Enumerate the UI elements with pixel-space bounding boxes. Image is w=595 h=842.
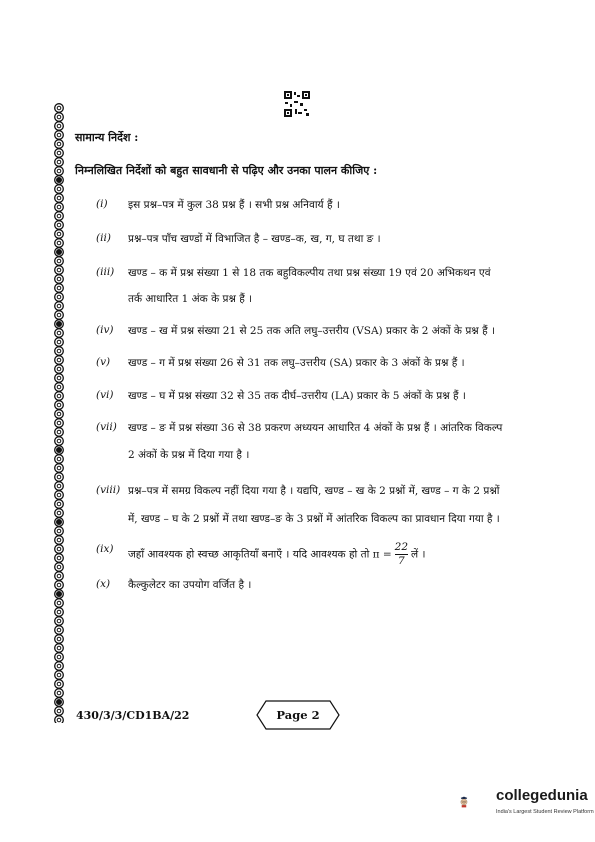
item-text: में, खण्ड – घ के 2 प्रश्नों में तथा खण्ड–ङ के 3 प्रश्नों में आंतरिक विकल्प का प्रावधान दिया गया है ।: [128, 513, 500, 525]
binding-ring: [55, 626, 64, 635]
binding-ring: [55, 518, 64, 527]
item-number: (v): [96, 356, 111, 368]
item-text-main: जहाँ आवश्यक हो स्वच्छ आकृतियाँ बनाएँ । यदि आवश्यक हो तो π =: [128, 548, 392, 561]
item-text: खण्ड – घ में प्रश्न संख्या 32 से 35 तक दीर्घ–उत्तरीय (LA) प्रकार के 5 अंकों के प्रश्न हैं ।: [128, 390, 466, 402]
item-number: (iv): [96, 324, 114, 336]
page-number: Page 2: [276, 708, 320, 722]
item-number: (ii): [96, 232, 111, 244]
binding-ring: [55, 194, 64, 203]
item-text: खण्ड – क में प्रश्न संख्या 1 से 18 तक बहुविकल्पीय तथा प्रश्न संख्या 19 एवं 20 अभिकथन एवं: [128, 267, 491, 279]
binding-ring: [55, 716, 64, 723]
binding-ring: [55, 689, 64, 698]
binding-ring: [55, 599, 64, 608]
item-number: (x): [96, 578, 111, 590]
section-heading: सामान्य निर्देश :: [75, 131, 139, 144]
item-text: तर्क आधारित 1 अंक के प्रश्न हैं ।: [128, 293, 253, 305]
item-number: (vi): [96, 389, 114, 401]
binding-ring: [55, 239, 64, 248]
item-text: कैल्कुलेटर का उपयोग वर्जित है ।: [128, 579, 252, 591]
binding-ring: [55, 653, 64, 662]
binding-ring: [55, 338, 64, 347]
binding-ring: [55, 347, 64, 356]
item-text: इस प्रश्न–पत्र में कुल 38 प्रश्न हैं । सभी प्रश्न अनिवार्य हैं ।: [128, 199, 340, 211]
binding-ring: [55, 122, 64, 131]
binding-ring: [55, 320, 64, 329]
binding-ring: [55, 554, 64, 563]
binding-ring: [55, 401, 64, 410]
binding-ring: [55, 563, 64, 572]
binding-ring: [55, 293, 64, 302]
binding-ring: [55, 509, 64, 518]
collegedunia-logo: [460, 782, 494, 822]
binding-ring: [55, 329, 64, 338]
instructions-intro: निम्नलिखित निर्देशों को बहुत सावधानी से पढ़िए और उनका पालन कीजिए :: [75, 164, 378, 177]
qr-code: [284, 91, 310, 117]
binding-ring: [55, 572, 64, 581]
item-text: खण्ड – ङ में प्रश्न संख्या 36 से 38 प्रकरण अध्ययन आधारित 4 अंकों के प्रश्न हैं । आंतरिक विकल्प: [128, 422, 503, 434]
binding-ring: [55, 104, 64, 113]
fraction-22-7: [395, 541, 408, 568]
binding-ring: [55, 176, 64, 185]
item-text: प्रश्न–पत्र में समग्र विकल्प नहीं दिया गया है । यद्यपि, खण्ड – ख के 2 प्रश्नों में, खण्ड – ग के 2 प्रश्नों: [128, 485, 500, 497]
fraction-numerator: 22: [394, 541, 409, 553]
binding-ring: [55, 419, 64, 428]
binding-ring: [55, 140, 64, 149]
item-text: खण्ड – ख में प्रश्न संख्या 21 से 25 तक अति लघु–उत्तरीय (VSA) प्रकार के 2 अंकों के प्रश्न हैं ।: [128, 325, 495, 337]
binding-ring: [55, 410, 64, 419]
binding-ring: [55, 131, 64, 140]
binding-ring: [55, 698, 64, 707]
binding-ring: [55, 635, 64, 644]
binding-ring: [55, 500, 64, 509]
binding-ring: [55, 266, 64, 275]
binding-ring: [55, 365, 64, 374]
binding-ring: [55, 455, 64, 464]
item-number: (vii): [96, 421, 117, 433]
binding-ring: [55, 662, 64, 671]
binding-ring: [55, 284, 64, 293]
binding-ring: [55, 185, 64, 194]
binding-ring: [55, 545, 64, 554]
binding-ring: [55, 671, 64, 680]
item-text: खण्ड – ग में प्रश्न संख्या 26 से 31 तक लघु–उत्तरीय (SA) प्रकार के 3 अंकों के प्रश्न हैं ।: [128, 357, 465, 369]
binding-ring: [55, 464, 64, 473]
binding-ring: [55, 491, 64, 500]
paper-code: 430/3/3/CD1BA/22: [76, 709, 190, 722]
binding-ring: [55, 680, 64, 689]
binding-ring: [55, 167, 64, 176]
item-text-tail: लें ।: [411, 548, 426, 561]
binding-ring: [55, 581, 64, 590]
item-number: (i): [96, 198, 108, 210]
binding-ring: [55, 446, 64, 455]
binding-ring: [55, 149, 64, 158]
binding-ring: [55, 257, 64, 266]
binding-ring: [55, 248, 64, 257]
binding-ring: [55, 644, 64, 653]
item-text: प्रश्न–पत्र पाँच खण्डों में विभाजित है – खण्ड–क, ख, ग, घ तथा ङ ।: [128, 233, 381, 245]
brand-tagline: India's Largest Student Review Platform: [496, 809, 594, 815]
binding-ring: [55, 113, 64, 122]
item-number: (ix): [96, 543, 114, 555]
binding-ring: [55, 356, 64, 365]
binding-ring: [55, 437, 64, 446]
binding-ring: [55, 212, 64, 221]
binding-ring: [55, 482, 64, 491]
brand-name: collegedunia: [496, 787, 588, 804]
binding-ring: [55, 617, 64, 626]
binding-ring: [55, 302, 64, 311]
binding-ring: [55, 392, 64, 401]
item-text: [128, 541, 425, 568]
binding-ring: [55, 230, 64, 239]
binding-ring: [55, 275, 64, 284]
binding-ring: [55, 473, 64, 482]
item-number: (iii): [96, 266, 115, 278]
binding-ring: [55, 311, 64, 320]
item-number: (viii): [96, 484, 121, 496]
binding-ring: [55, 383, 64, 392]
binding-ring: [55, 536, 64, 545]
binding-ring: [55, 428, 64, 437]
item-text: 2 अंकों के प्रश्न में दिया गया है ।: [128, 449, 250, 461]
binding-ring: [55, 527, 64, 536]
binding-ring: [55, 374, 64, 383]
fraction-denominator: 7: [395, 554, 408, 568]
binding-ring: [55, 590, 64, 599]
binding-ring: [55, 158, 64, 167]
binding-ring: [55, 221, 64, 230]
binding-ring: [55, 608, 64, 617]
binding-ring: [55, 203, 64, 212]
binding-ring: [55, 707, 64, 716]
binding-rings: [51, 103, 67, 723]
